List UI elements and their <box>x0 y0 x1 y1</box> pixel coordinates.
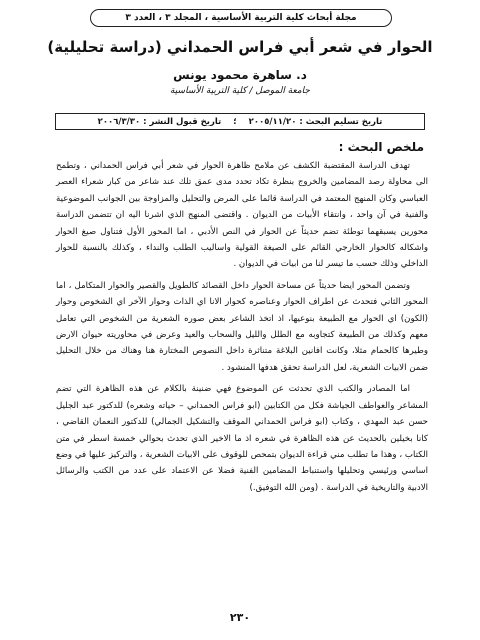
abstract-paragraph: تهدف الدراسة المقتضبة الكشف عن ملامح ظاهرة الحوار في شعر أبي فراس الحمداني ، وتطمح الى محاولة رصد المضامين والخروج بنظرة تكاد تحدد مدى عمق تلك عند شاعر من كبار شعراء العصر العباسي وكان المنهج المعتمد في الدراسة قائما على المرض والتحليل والمزاوجة بين الجوانب الموضوعية والفنية في آن واحد ، وانتقاء الأبيات من الديوان . واقتضى المنهج الذي اشرنا اليه ان تتضمن الدراسة محورين يسبقهما توطئة تضم حديثاً عن الحوار في النص الأدبي ، اما المحور الأول فتناول صيغ الحوار واشكاله كالحوار الخارجي القائم على الصيغة القولية واساليب الطلب والنداء ، وكذلك بالنسبة للحوار الداخلي وذلك حسب ما تيسر لنا من ابيات في الديوان . <box>56 161 428 270</box>
abstract-heading: ملخص البحث : <box>338 140 424 154</box>
paper-title: الحوار في شعر أبي فراس الحمداني (دراسة تحليلية) <box>47 38 433 56</box>
abstract-paragraph: وتضمن المحور ايضا حديثاً عن مساحة الحوار داخل القصائد كالطويل والقصير والحوار المتكامل ، اما المحور الثاني فتحدث عن اطراف الحوار وعناصره كحوار الانا اي الذات وحوار الآخر اي الشخوص وحوار (الكون) اي الحوار مع الطبيعة بنوعيها، اذ اتخذ الشاعر بعض صوره الشعرية من الشخوص التي تعامل معهم وكذلك من الطبيعة كتجاوبه مع الطلل والليل والسحاب والعيد وعرض في محاوريته حيوان الارض وطيرها كالحمام مثلا، وكانت افانين البلاغة متناثرة داخل النصوص المختارة هنا وهناك من خلال التحليل ضمن الابيات الشعرية، لعل الدراسة تحقق هدفها المنشود . <box>56 280 428 373</box>
acceptance-date: تاريخ قبول النشر : ٢٠٠٦/٣/٣٠ <box>97 116 222 127</box>
abstract-body <box>56 158 428 501</box>
journal-header <box>90 9 392 27</box>
author-affiliation: جامعة الموصل / كلية التربية الأساسية <box>170 86 310 96</box>
page-number: ٢٣٠ <box>229 611 251 624</box>
author-name: د. ساهرة محمود يونس <box>173 68 307 82</box>
journal-header-text: مجلة أبحاث كلية التربية الأساسية ، المجلد ٣ ، العدد ٣ <box>125 13 357 23</box>
abstract-paragraph: اما المصادر والكتب الذي تحدثت عن الموضوع فهي ضنينة بالكلام عن هذه الظاهرة التي تضم المشاعر والعواطف الجياشة فكل من الكتابين (ابو فراس الحمداني – حياته وشعره) للدكتور عبد الجليل حسن عبد المهدي ، وكتاب (ابو فراس الحمداني الموقف والتشكيل الجمالي) للدكتور النعمان القاضي ، كانا بخيلين بالحديث عن هذه الظاهرة في شعره اذ ما الاخير الذي تحدث بحوالي خمسة اسطر في متن الكتاب ، وهذا ما تطلب مني قراءة الديوان بتمحص للوقوف على الابيات الشعرية ، والتركيز عليها في وضع اساسي ورئيسي وتحليلها واستنباط المضامين الفنية فضلا عن الاعتماد على عدد من الكتب والرسائل الادبية والتاريخية في الدراسة . (ومن الله التوفيق.) <box>56 384 428 493</box>
submission-date: تاريخ تسليم البحث : ٢٠٠٥/١١/٢٠ <box>248 116 383 127</box>
dates-box <box>55 113 425 130</box>
dates-separator: ؛ <box>233 116 237 127</box>
